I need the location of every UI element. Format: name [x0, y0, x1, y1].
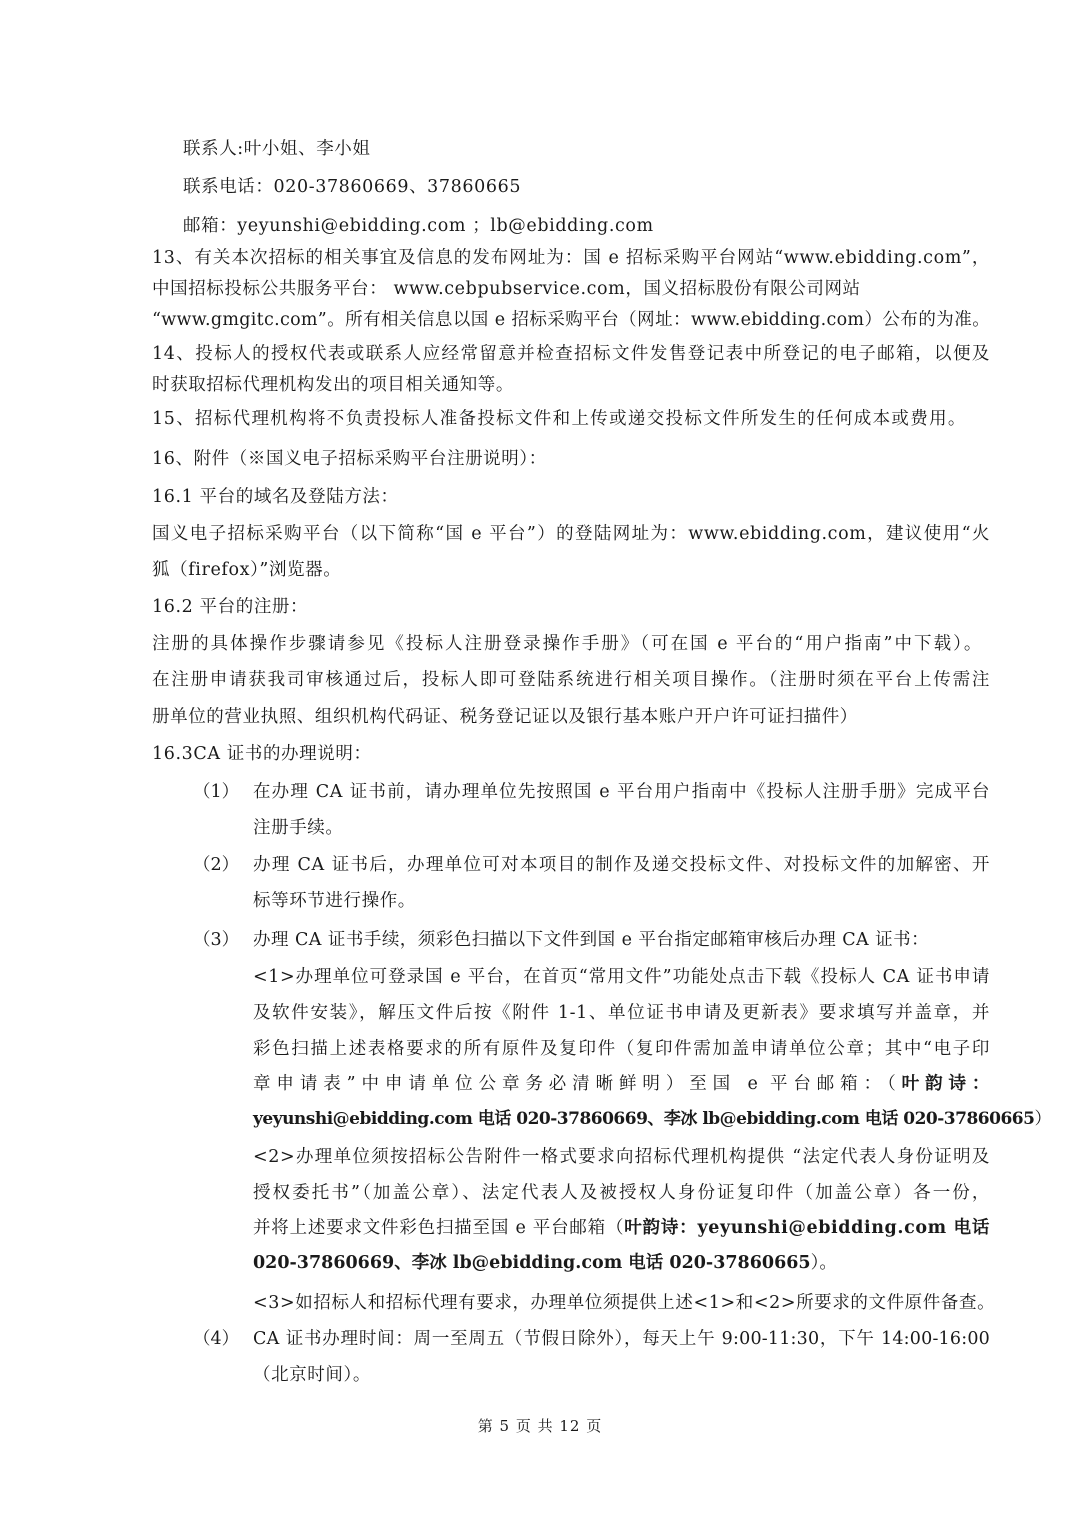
contact-phone: 联系电话：020-37860669、37860665 [183, 177, 522, 197]
contact-email: 邮箱：yeyunshi@ebidding.com ；lb@ebidding.com [183, 216, 654, 236]
s163-p1-num: （1） [193, 782, 240, 802]
s163-p3-num: （3） [193, 930, 240, 950]
s163-p3-a5-text: ） [1034, 1109, 1051, 1129]
s163-p1-line1: 在办理 CA 证书前，请办理单位先按照国 e 平台用户指南中《投标人注册手册》完成平台 [253, 782, 990, 802]
s161-line1: 国义电子招标采购平台（以下简称“国 e 平台”）的登陆网址为：www.ebidding.com，建议使用“火 [152, 524, 990, 544]
s163-p3-a4-text: 章申请表”中申请单位公章务必清晰鲜明）至国 e 平台邮箱：（ [253, 1074, 902, 1094]
s163-p3-b2: 授权委托书”（加盖公章）、法定代表人及被授权人身份证复印件（加盖公章）各一份， [253, 1183, 990, 1203]
s163-p3-b1: <2>办理单位须按招标公告附件一格式要求向招标代理机构提供 “法定代表人身份证明及 [253, 1147, 990, 1167]
page-number: 第 5 页 共 12 页 [477, 1417, 603, 1435]
s163-p2-num: （2） [193, 855, 240, 875]
item13-line3: “www.gmgitc.com”。所有相关信息以国 e 招标采购平台（网址：www.ebidding.com）公布的为准。 [152, 310, 990, 330]
s163-p3-a4 [253, 1073, 990, 1095]
s163-p3-a3: 彩色扫描上述表格要求的所有原件及复印件（复印件需加盖申请单位公章；其中“电子印 [253, 1039, 990, 1059]
s163-p4-line2: （北京时间）。 [253, 1365, 371, 1385]
s161-line2: 狐（firefox）”浏览器。 [152, 560, 342, 580]
s163-p3-c1: <3>如招标人和招标代理有要求，办理单位须提供上述<1>和<2>所要求的文件原件备查。 [253, 1293, 996, 1313]
s162-line1: 注册的具体操作步骤请参见《投标人注册登录操作手册》（可在国 e 平台的“用户指南”中下载）。 [152, 634, 982, 654]
item14-line2: 时获取招标代理机构发出的项目相关通知等。 [152, 375, 514, 395]
s161-heading: 16.1 平台的域名及登陆方法： [152, 487, 399, 507]
s163-p3-b4-bold: 020-37860669、李冰 lb@ebidding.com 电话 020-37860665 [253, 1253, 811, 1273]
item15: 15、招标代理机构将不负责投标人准备投标文件和上传或递交投标文件所发生的任何成本或费用。 [152, 409, 966, 429]
s163-p3-line1: 办理 CA 证书手续，须彩色扫描以下文件到国 e 平台指定邮箱审核后办理 CA 证书： [253, 930, 929, 950]
item14-line1: 14、投标人的授权代表或联系人应经常留意并检查招标文件发售登记表中所登记的电子邮箱，以便及 [152, 344, 990, 364]
s163-p3-b3-text: 并将上述要求文件彩色扫描至国 e 平台邮箱（ [253, 1218, 625, 1238]
s162-line3: 册单位的营业执照、组织机构代码证、税务登记证以及银行基本账户开户许可证扫描件） [152, 707, 858, 727]
contact-person: 联系人:叶小姐、李小姐 [183, 139, 371, 159]
s163-p3-b4-text: ）。 [810, 1253, 837, 1273]
s163-p3-a1: <1>办理单位可登录国 e 平台，在首页“常用文件”功能处点击下载《投标人 CA 证书申请 [253, 967, 990, 987]
s163-p1-line2: 注册手续。 [253, 818, 344, 838]
s163-p2-line1: 办理 CA 证书后，办理单位可对本项目的制作及递交投标文件、对投标文件的加解密、开 [253, 855, 990, 875]
s163-p2-line2: 标等环节进行操作。 [253, 891, 416, 911]
s162-line2: 在注册申请获我司审核通过后，投标人即可登陆系统进行相关项目操作。（注册时须在平台上传需注 [152, 670, 990, 690]
s163-p4-num: （4） [193, 1329, 240, 1349]
s162-heading: 16.2 平台的注册： [152, 597, 309, 617]
s163-p3-b4 [253, 1252, 837, 1274]
s163-p3-a5-bold: yeyunshi@ebidding.com 电话 020-37860669、李冰 lb@ebidding.com 电话 020-37860665 [253, 1109, 1035, 1129]
item16: 16、附件（※国义电子招标采购平台注册说明）： [152, 449, 547, 469]
s163-p3-a2: 及软件安装》，解压文件后按《附件 1-1、单位证书申请及更新表》要求填写并盖章，并 [253, 1003, 990, 1023]
s163-heading: 16.3CA 证书的办理说明： [152, 744, 372, 764]
item13-line1: 13、有关本次招标的相关事宜及信息的发布网址为：国 e 招标采购平台网站“www.ebidding.com”， [152, 248, 990, 268]
s163-p3-a4-bold: 叶韵诗： [901, 1074, 990, 1094]
s163-p4-line1: CA 证书办理时间：周一至周五（节假日除外），每天上午 9:00-11:30，下午 14:00-16:00 [253, 1329, 990, 1349]
item13-line2: 中国招标投标公共服务平台： www.cebpubservice.com，国义招标股份有限公司网站 [152, 279, 861, 299]
s163-p3-a5 [253, 1108, 1051, 1130]
s163-p3-b3-bold: 叶韵诗：yeyunshi@ebidding.com 电话 [624, 1218, 990, 1238]
s163-p3-b3 [253, 1217, 990, 1239]
